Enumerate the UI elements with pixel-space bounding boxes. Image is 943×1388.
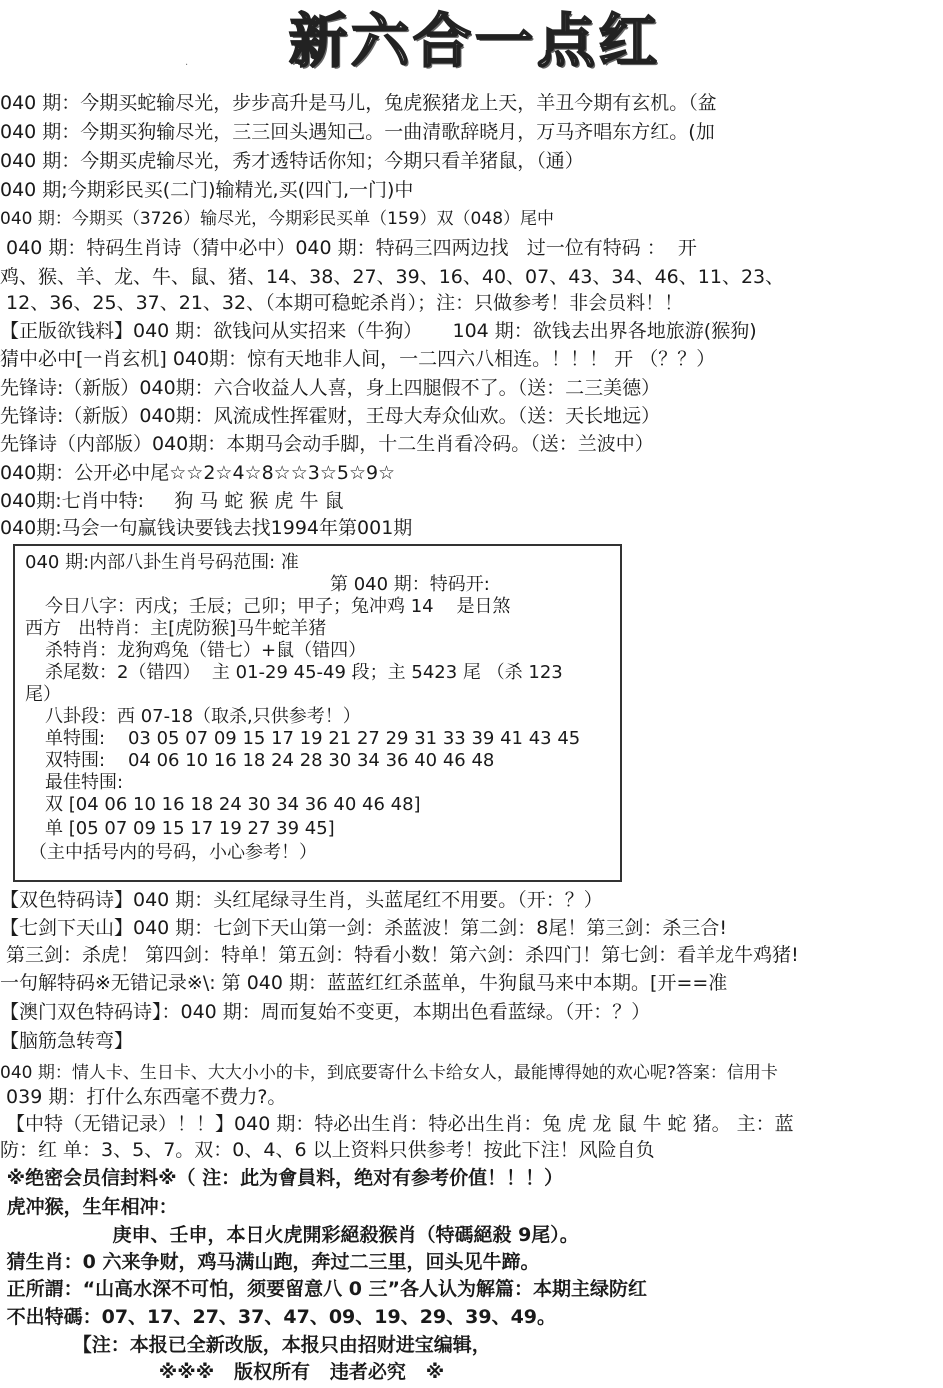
text-line: 【澳门双色特码诗】：040 期：周而复始不变更，本期出色看蓝绿。（开：？） [0, 1001, 651, 1023]
text-line: 【中特（无错记录）！！】040 期：特必出生肖：特必出生肖：兔 虎 龙 鼠 牛 蛇 猪。 主：蓝 [0, 1113, 794, 1135]
text-line: 040 期：今期买蛇输尽光，步步高升是马儿，兔虎猴猪龙上天，羊丑今期有玄机。（盆 [0, 92, 717, 114]
box-line: 西方 出特肖：主[虎防猴]马牛蛇羊猪 [25, 618, 327, 639]
box-line: 八卦段：西 07-18（取杀,只供参考！） [45, 706, 361, 727]
box-line: 第 040 期：特码开: [330, 574, 490, 595]
text-line: 猜中必中[一肖玄机] 040期：惊有天地非人间，一二四六八相连。！！！ 开 （？？） [0, 348, 716, 370]
box-line: 最佳特围: [45, 772, 124, 793]
text-line: 040 期;今期彩民买(二门)输精光,买(四门,一门)中 [0, 179, 414, 201]
text-line: 先锋诗（内部版）040期：本期马会动手脚，十二生肖看冷码。（送：兰波中） [0, 433, 654, 455]
text-line: 040期:马会一句赢钱诀要钱去找1994年第001期 [0, 517, 413, 539]
decor-dot: . [185, 57, 189, 68]
text-line: 【脑筋急转弯】 [0, 1030, 134, 1052]
text-line: 先锋诗:（新版）040期：六合收益人人喜，身上四腿假不了。（送：二三美德） [0, 377, 661, 399]
box-line: 单 [05 07 09 15 17 19 27 39 45] [45, 818, 335, 839]
box-line: 尾） [25, 684, 61, 705]
text-line: 【注：本报已全新改版，本报只由招财进宝编辑， [0, 1334, 491, 1356]
page-title: 新六合一点红 [288, 7, 661, 75]
text-line: 040 期：特码生肖诗（猜中必中）040 期：特码三四两边找 过一位有特码 ： 开 [0, 237, 697, 259]
text-line: 040期:七肖中特: 狗 马 蛇 猴 虎 牛 鼠 [0, 490, 344, 512]
box-line: 杀尾数：2（错四） 主 01-29 45-49 段；主 5423 尾 （杀 123 [45, 662, 563, 683]
text-line: 040 期：今期买狗输尽光，三三回头遇知己。一曲清歌辞晓月，万马齐唱东方红。(加 [0, 121, 715, 143]
text-line: ※绝密会员信封料※（ 注：此为會員料，绝对有参考价值！！！） [0, 1167, 564, 1189]
text-line: 第三剑：杀虎！ 第四剑：特单！第五剑：特看小数！第六剑：杀四门！第七剑：看羊龙牛鸡猪! [0, 944, 799, 966]
text-line: 12、36、25、37、21、32、（本期可稳蛇杀肖）；注：只做参考！非会员料！！ [0, 292, 684, 314]
text-line: 猜生肖：0 六来争财，鸡马满山跑，奔过二三里，回头见牛蹄。 [0, 1251, 540, 1273]
text-line: 040 期：今期买（3726）输尽光，今期彩民买单（159）双（048）尾中 [0, 209, 555, 229]
text-line: 040期：公开必中尾☆☆2☆4☆8☆☆3☆5☆9☆ [0, 462, 396, 484]
text-line: 不出特碼：07、17、27、37、47、09、19、29、39、49。 [0, 1306, 557, 1328]
text-line: 先锋诗:（新版）040期：风流成性挥霍财，王母大寿众仙欢。（送：天长地远） [0, 405, 661, 427]
box-line: 040 期:内部八卦生肖号码范围: 准 [25, 552, 299, 573]
box-line: 今日八字：丙戌；壬辰；己卯；甲子；兔冲鸡 14 是日煞 [45, 596, 511, 617]
text-line: 庚申、壬申，本日火虎開彩絕殺猴肖（特碼絕殺 9尾）。 [0, 1224, 579, 1246]
text-line: 正所謂：“山高水深不可怕，须要留意八 0 三”各人认为解篇：本期主绿防红 [0, 1278, 648, 1300]
text-line: 防：红 单：3、5、7。双：0、4、6 以上资料只供参考！按此下注！风险自负 [0, 1139, 655, 1161]
text-line: 【七剑下天山】040 期：七剑下天山第一剑：杀蓝波！第二剑：8尾！第三剑：杀三合! [0, 917, 728, 939]
bagua-box [13, 544, 622, 882]
text-line: 虎冲猴，生年相冲： [0, 1196, 178, 1218]
box-line: 双特围: 04 06 10 16 18 24 28 30 34 36 40 46 48 [45, 750, 495, 771]
text-line: 鸡、猴、羊、龙、牛、鼠、猪、14、38、27、39、16、40、07、43、34、46、11、23、 [0, 266, 785, 288]
text-line: 039 期：打什么东西毫不费力?。 [0, 1086, 287, 1108]
box-line: （主中括号内的号码，小心参考！） [29, 842, 317, 863]
text-line: 一句解特码※无错记录※\: 第 040 期：蓝蓝红红杀蓝单，牛狗鼠马来中本期。[开==准 [0, 972, 728, 994]
box-line: 双 [04 06 10 16 18 24 30 34 36 40 46 48] [45, 794, 421, 815]
text-line: 【正版欲钱料】040 期：欲钱问从实招来（牛狗） 104 期：欲钱去出界各地旅游(猴狗) [0, 320, 757, 342]
text-line: 040 期：情人卡、生日卡、大大小小的卡，到底要寄什么卡给女人，最能博得她的欢心呢?答案：信用卡 [0, 1063, 778, 1083]
box-line: 杀特肖：龙狗鸡兔（错七）+鼠（错四） [45, 640, 367, 661]
text-line: ※※※ 版权所有 违者必究 ※ [0, 1361, 445, 1383]
text-line: 【双色特码诗】040 期：头红尾绿寻生肖，头蓝尾红不用要。（开：？） [0, 889, 603, 911]
text-line: 040 期：今期买虎输尽光，秀才透特话你知；今期只看羊猪鼠，（通） [0, 150, 584, 172]
box-line: 单特围: 03 05 07 09 15 17 19 21 27 29 31 33 39 41 43 45 [45, 728, 581, 749]
